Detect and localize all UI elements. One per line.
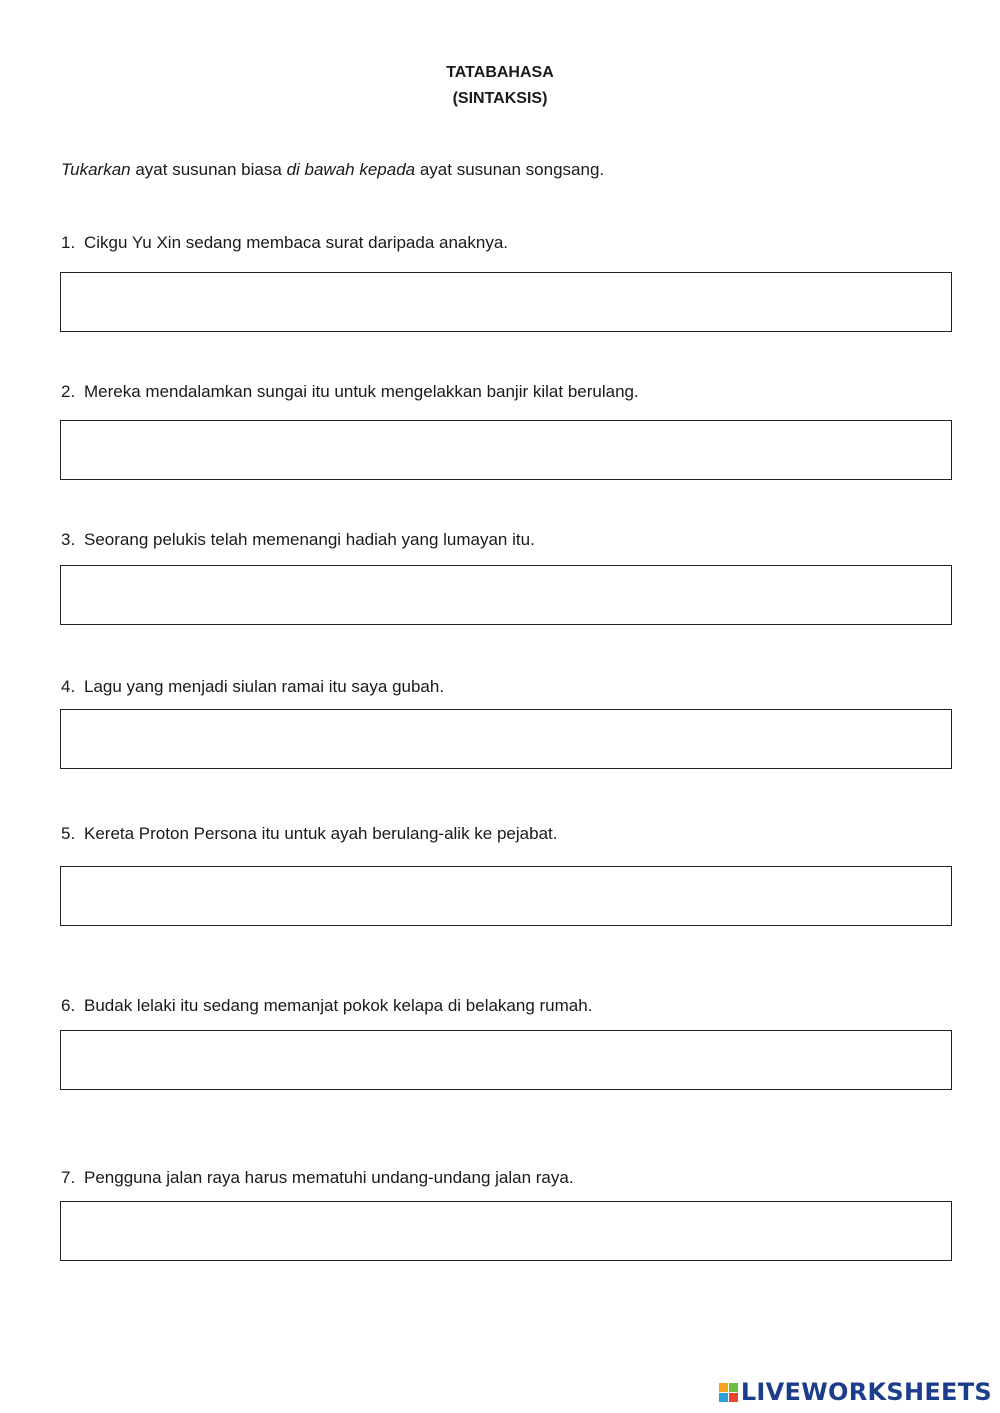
question-number: 1. (61, 233, 76, 252)
question-text: Budak lelaki itu sedang memanjat pokok kelapa di belakang rumah. (84, 996, 593, 1015)
question-1 (61, 231, 508, 255)
question-text: Seorang pelukis telah memenangi hadiah yang lumayan itu. (84, 530, 535, 549)
question-2 (61, 380, 639, 404)
question-number: 6. (61, 996, 76, 1015)
question-3 (61, 528, 535, 552)
question-number: 4. (61, 677, 76, 696)
page-title: TATABAHASA (446, 64, 554, 81)
instruction-text-2: ayat susunan songsang. (415, 160, 605, 179)
liveworksheets-logo-icon (719, 1383, 738, 1402)
question-text: Cikgu Yu Xin sedang membaca surat daripada anaknya. (84, 233, 509, 252)
answer-box-3[interactable] (60, 565, 952, 625)
question-5 (61, 822, 557, 846)
question-number: 7. (61, 1168, 76, 1187)
page-subtitle: (SINTAKSIS) (452, 90, 548, 107)
instruction-text-1: ayat susunan biasa (130, 160, 287, 179)
question-number: 2. (61, 382, 76, 401)
answer-box-4[interactable] (60, 709, 952, 769)
answer-box-2[interactable] (60, 420, 952, 480)
question-text: Kereta Proton Persona itu untuk ayah berulang-alik ke pejabat. (84, 824, 558, 843)
answer-box-6[interactable] (60, 1030, 952, 1090)
instruction-italic-2: di bawah kepada (286, 160, 416, 179)
question-text: Mereka mendalamkan sungai itu untuk mengelakkan banjir kilat berulang. (84, 382, 639, 401)
brand-name: LIVEWORKSHEETS (740, 1378, 992, 1406)
question-7 (61, 1166, 574, 1190)
answer-box-5[interactable] (60, 866, 952, 926)
instruction (61, 158, 604, 182)
question-number: 5. (61, 824, 76, 843)
answer-box-1[interactable] (60, 272, 952, 332)
question-6 (61, 994, 592, 1018)
question-number: 3. (61, 530, 76, 549)
liveworksheets-logo (719, 1377, 992, 1407)
question-4 (61, 675, 444, 699)
question-text: Lagu yang menjadi siulan ramai itu saya gubah. (84, 677, 445, 696)
instruction-italic-1: Tukarkan (61, 160, 131, 179)
question-text: Pengguna jalan raya harus mematuhi undang-undang jalan raya. (84, 1168, 574, 1187)
answer-box-7[interactable] (60, 1201, 952, 1261)
